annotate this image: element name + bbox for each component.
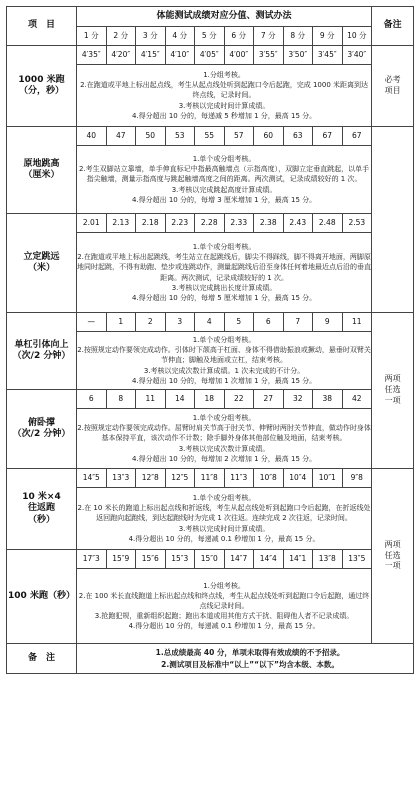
item-name: 10 米×4 往返跑 （秒） — [7, 469, 77, 550]
note-cell: 必考 项目 — [372, 46, 414, 127]
table-row — [7, 127, 414, 146]
method-step: 4.得分超出 10 分的，每递减 0.1 秒增加 1 分，最高 15 分。 — [128, 622, 320, 631]
score-value: 67 — [313, 127, 343, 146]
method-step: 4.得分超出 10 分的，每递减 0.1 秒增加 1 分，最高 15 分。 — [128, 534, 320, 543]
method-step: 2.按照规定动作要领完成动作。引体时下颌高于杠面、身体不得借助振浪或撅动，悬垂时双臂关节伸直；脚触及地面或立杠，结束考核。 — [77, 346, 371, 365]
score-value: 2.38 — [254, 214, 284, 233]
test-method — [77, 569, 372, 644]
score-value: 3′40″ — [342, 46, 372, 65]
score-value: 11″3 — [224, 469, 254, 488]
score-value: 15″3 — [165, 550, 195, 569]
method-step: 4.得分超出 10 分的，每增 3 厘米增加 1 分，最高 15 分。 — [131, 195, 317, 204]
method-step: 4.得分超出 10 分的，每增 5 厘米增加 1 分，最高 15 分。 — [131, 293, 317, 302]
table-row — [7, 390, 414, 409]
score-value: 14″5 — [77, 469, 107, 488]
table-row — [7, 214, 414, 233]
score-value: 10″8 — [254, 469, 284, 488]
method-step: 3.考核以完成时间计算成绩。 — [178, 524, 270, 533]
score-value: 4′35″ — [77, 46, 107, 65]
score-value: 2 — [136, 313, 166, 332]
test-method — [77, 409, 372, 469]
score-value: 4′15″ — [136, 46, 166, 65]
item-name: 100 米跑（秒） — [7, 550, 77, 644]
score-value: 27 — [254, 390, 284, 409]
table-row — [7, 46, 414, 65]
score-value: 4′00″ — [224, 46, 254, 65]
method-step: 2.按照规定动作要领完成动作。屈臂时肩关节高于肘关节、伸臂时两肘关节伸直，做动作时身体基本保持平直，该次动作不计数；除手脚外身体其他部位触及地面，结束考核。 — [77, 424, 371, 443]
score-value: 13″8 — [313, 550, 343, 569]
score-header-cell: 4 分 — [165, 27, 195, 46]
score-value: 15″6 — [136, 550, 166, 569]
item-name: 俯卧撑 （次/2 分钟） — [7, 390, 77, 469]
score-value: 2.43 — [283, 214, 313, 233]
score-value: 40 — [77, 127, 107, 146]
score-value: 2.48 — [313, 214, 343, 233]
table-row — [7, 469, 414, 488]
table-title: 体能测试成绩对应分值、测试办法 — [77, 7, 372, 27]
table-row — [7, 550, 414, 569]
remarks-line: 1.总成绩最高 40 分，单项未取得有效成绩的不予招录。 — [155, 648, 345, 658]
score-header-cell: 3 分 — [136, 27, 166, 46]
test-method — [77, 146, 372, 214]
score-value: 42 — [342, 390, 372, 409]
score-value: 15″9 — [106, 550, 136, 569]
score-header-cell: 2 分 — [106, 27, 136, 46]
score-value: 1 — [106, 313, 136, 332]
method-step: 2.考生双脚站立靠墙，单手伸直标记中指最高触墙点（示指高度），双脚立定垂直跳起，以单手指尖触墙，测量示指高度与跳起触墙高度之间的距离。两次测试，记录成绩较好的 1 次。 — [78, 165, 370, 184]
score-value: 2.33 — [224, 214, 254, 233]
score-value: 13″5 — [342, 550, 372, 569]
score-header-cell: 5 分 — [195, 27, 225, 46]
score-value: 18 — [195, 390, 225, 409]
score-value: 11″8 — [195, 469, 225, 488]
method-step: 3.抢跑犯规，重新组织起跑；跑出本道或用其他方式干扰、阻碍他人者不记录成绩。 — [94, 612, 354, 621]
score-value: 60 — [254, 127, 284, 146]
score-value: 15″0 — [195, 550, 225, 569]
test-method — [77, 332, 372, 390]
score-value: 11 — [136, 390, 166, 409]
method-step: 4.得分超出 10 分的，每递减 5 秒增加 1 分，最高 15 分。 — [131, 111, 317, 120]
score-value: 6 — [77, 390, 107, 409]
item-name: 单杠引体向上 （次/2 分钟） — [7, 313, 77, 390]
score-value: 2.28 — [195, 214, 225, 233]
method-step: 3.考核以完成次数计算成绩。 — [178, 444, 270, 453]
score-value: 11 — [342, 313, 372, 332]
score-value: 47 — [106, 127, 136, 146]
score-value: 9″8 — [342, 469, 372, 488]
method-step: 4.得分超出 10 分的，每增加 1 次增加 1 分，最高 15 分。 — [131, 376, 317, 385]
score-value: 50 — [136, 127, 166, 146]
score-value: 8 — [106, 390, 136, 409]
remarks-label: 备 注 — [7, 644, 77, 674]
score-value: 2.01 — [77, 214, 107, 233]
score-value: 14″7 — [224, 550, 254, 569]
test-method — [77, 65, 372, 127]
note-cell — [372, 127, 414, 313]
method-step: 1.单个或分组考核。 — [192, 414, 256, 423]
score-value: 38 — [313, 390, 343, 409]
item-name: 原地跳高 （厘米） — [7, 127, 77, 214]
score-value: 2.13 — [106, 214, 136, 233]
score-value: 17″3 — [77, 550, 107, 569]
score-value: 4 — [195, 313, 225, 332]
note-header: 备注 — [372, 7, 414, 46]
item-header: 项 目 — [7, 7, 77, 46]
score-header-cell: 8 分 — [283, 27, 313, 46]
method-step: 3.考核以完成跳起高度计算成绩。 — [171, 185, 277, 194]
test-method — [77, 488, 372, 550]
score-header-cell: 1 分 — [77, 27, 107, 46]
remarks-content — [77, 644, 414, 674]
score-value: 12″8 — [136, 469, 166, 488]
score-value: 3′45″ — [313, 46, 343, 65]
method-step: 1.分组考核。 — [203, 71, 245, 80]
method-step: 1.分组考核。 — [203, 581, 245, 590]
score-value: 55 — [195, 127, 225, 146]
method-step: 4.得分超出 10 分的，每增加 2 次增加 1 分，最高 15 分。 — [131, 454, 317, 463]
method-step: 3.考核以完成次数计算成绩。1 次未完成的不计分。 — [143, 366, 305, 375]
method-step: 3.考核以完成跳出长度计算成绩。 — [171, 283, 277, 292]
score-value: 3′55″ — [254, 46, 284, 65]
method-step: 1.单个或分组考核。 — [192, 494, 256, 503]
score-value: 4′05″ — [195, 46, 225, 65]
score-value: 6 — [254, 313, 284, 332]
method-step: 3.考核以完成时间计算成绩。 — [178, 101, 270, 110]
method-step: 2.在跑道或平地上标出起点线，考生从起点线处听到起跑口令后起跑，完成 1000 米距离到达终点线，记录时间。 — [80, 81, 369, 100]
score-header-cell: 10 分 — [342, 27, 372, 46]
score-value: — — [77, 313, 107, 332]
score-value: 22 — [224, 390, 254, 409]
method-step: 2.在 100 米长直线跑道上标出起点线和终点线，考生从起点线处听到起跑口令后起跑，通过终点线记录时间。 — [78, 591, 370, 610]
item-name: 立定跳远 （米） — [7, 214, 77, 313]
method-step: 1.单个或分组考核。 — [192, 336, 256, 345]
score-value: 67 — [342, 127, 372, 146]
score-value: 63 — [283, 127, 313, 146]
score-value: 13″3 — [106, 469, 136, 488]
score-value: 2.18 — [136, 214, 166, 233]
note-cell: 两项 任选 一项 — [372, 313, 414, 469]
score-value: 14″4 — [254, 550, 284, 569]
score-value: 2.23 — [165, 214, 195, 233]
score-value: 9 — [313, 313, 343, 332]
table-row — [7, 313, 414, 332]
score-value: 3 — [165, 313, 195, 332]
score-header-cell: 6 分 — [224, 27, 254, 46]
score-value: 5 — [224, 313, 254, 332]
fitness-test-table — [6, 6, 414, 674]
score-value: 10″1 — [313, 469, 343, 488]
test-method — [77, 233, 372, 313]
score-value: 32 — [283, 390, 313, 409]
method-step: 2.在跑道或平地上标出起跳线，考生站立在起跳线后，脚尖不得踩线，脚不得离开地面，两脚原地同时起跳，不得有助跑、垫步或连跳动作，测量起跳线后沿至身体任何着地最近点后沿的垂直距离。两次测试，记录成绩较好的 1 次。 — [77, 253, 372, 282]
method-step: 1.单个或分组考核。 — [192, 155, 256, 164]
score-header-cell: 7 分 — [254, 27, 284, 46]
score-value: 10″4 — [283, 469, 313, 488]
method-step: 2.在 10 米长的跑道上标出起点线和折返线，考生从起点线处听到起跑口令后起跑，在折返线处返回跑向起跑线，到达起跑线时为完成 1 次往返。连续完成 2 次往返，记录时间。 — [77, 504, 371, 523]
score-header-cell: 9 分 — [313, 27, 343, 46]
score-value: 53 — [165, 127, 195, 146]
score-value: 12″5 — [165, 469, 195, 488]
score-value: 4′20″ — [106, 46, 136, 65]
remarks-line: 2.测试项目及标准中“以上”“以下”均含本级、本数。 — [161, 659, 339, 669]
note-cell: 两项 任选 一项 — [372, 469, 414, 644]
method-step: 1.单个或分组考核。 — [192, 243, 256, 252]
score-value: 4′10″ — [165, 46, 195, 65]
score-value: 3′50″ — [283, 46, 313, 65]
score-value: 57 — [224, 127, 254, 146]
score-value: 2.53 — [342, 214, 372, 233]
score-value: 14 — [165, 390, 195, 409]
score-value: 7 — [283, 313, 313, 332]
item-name: 1000 米跑 （分，秒） — [7, 46, 77, 127]
score-value: 14″1 — [283, 550, 313, 569]
